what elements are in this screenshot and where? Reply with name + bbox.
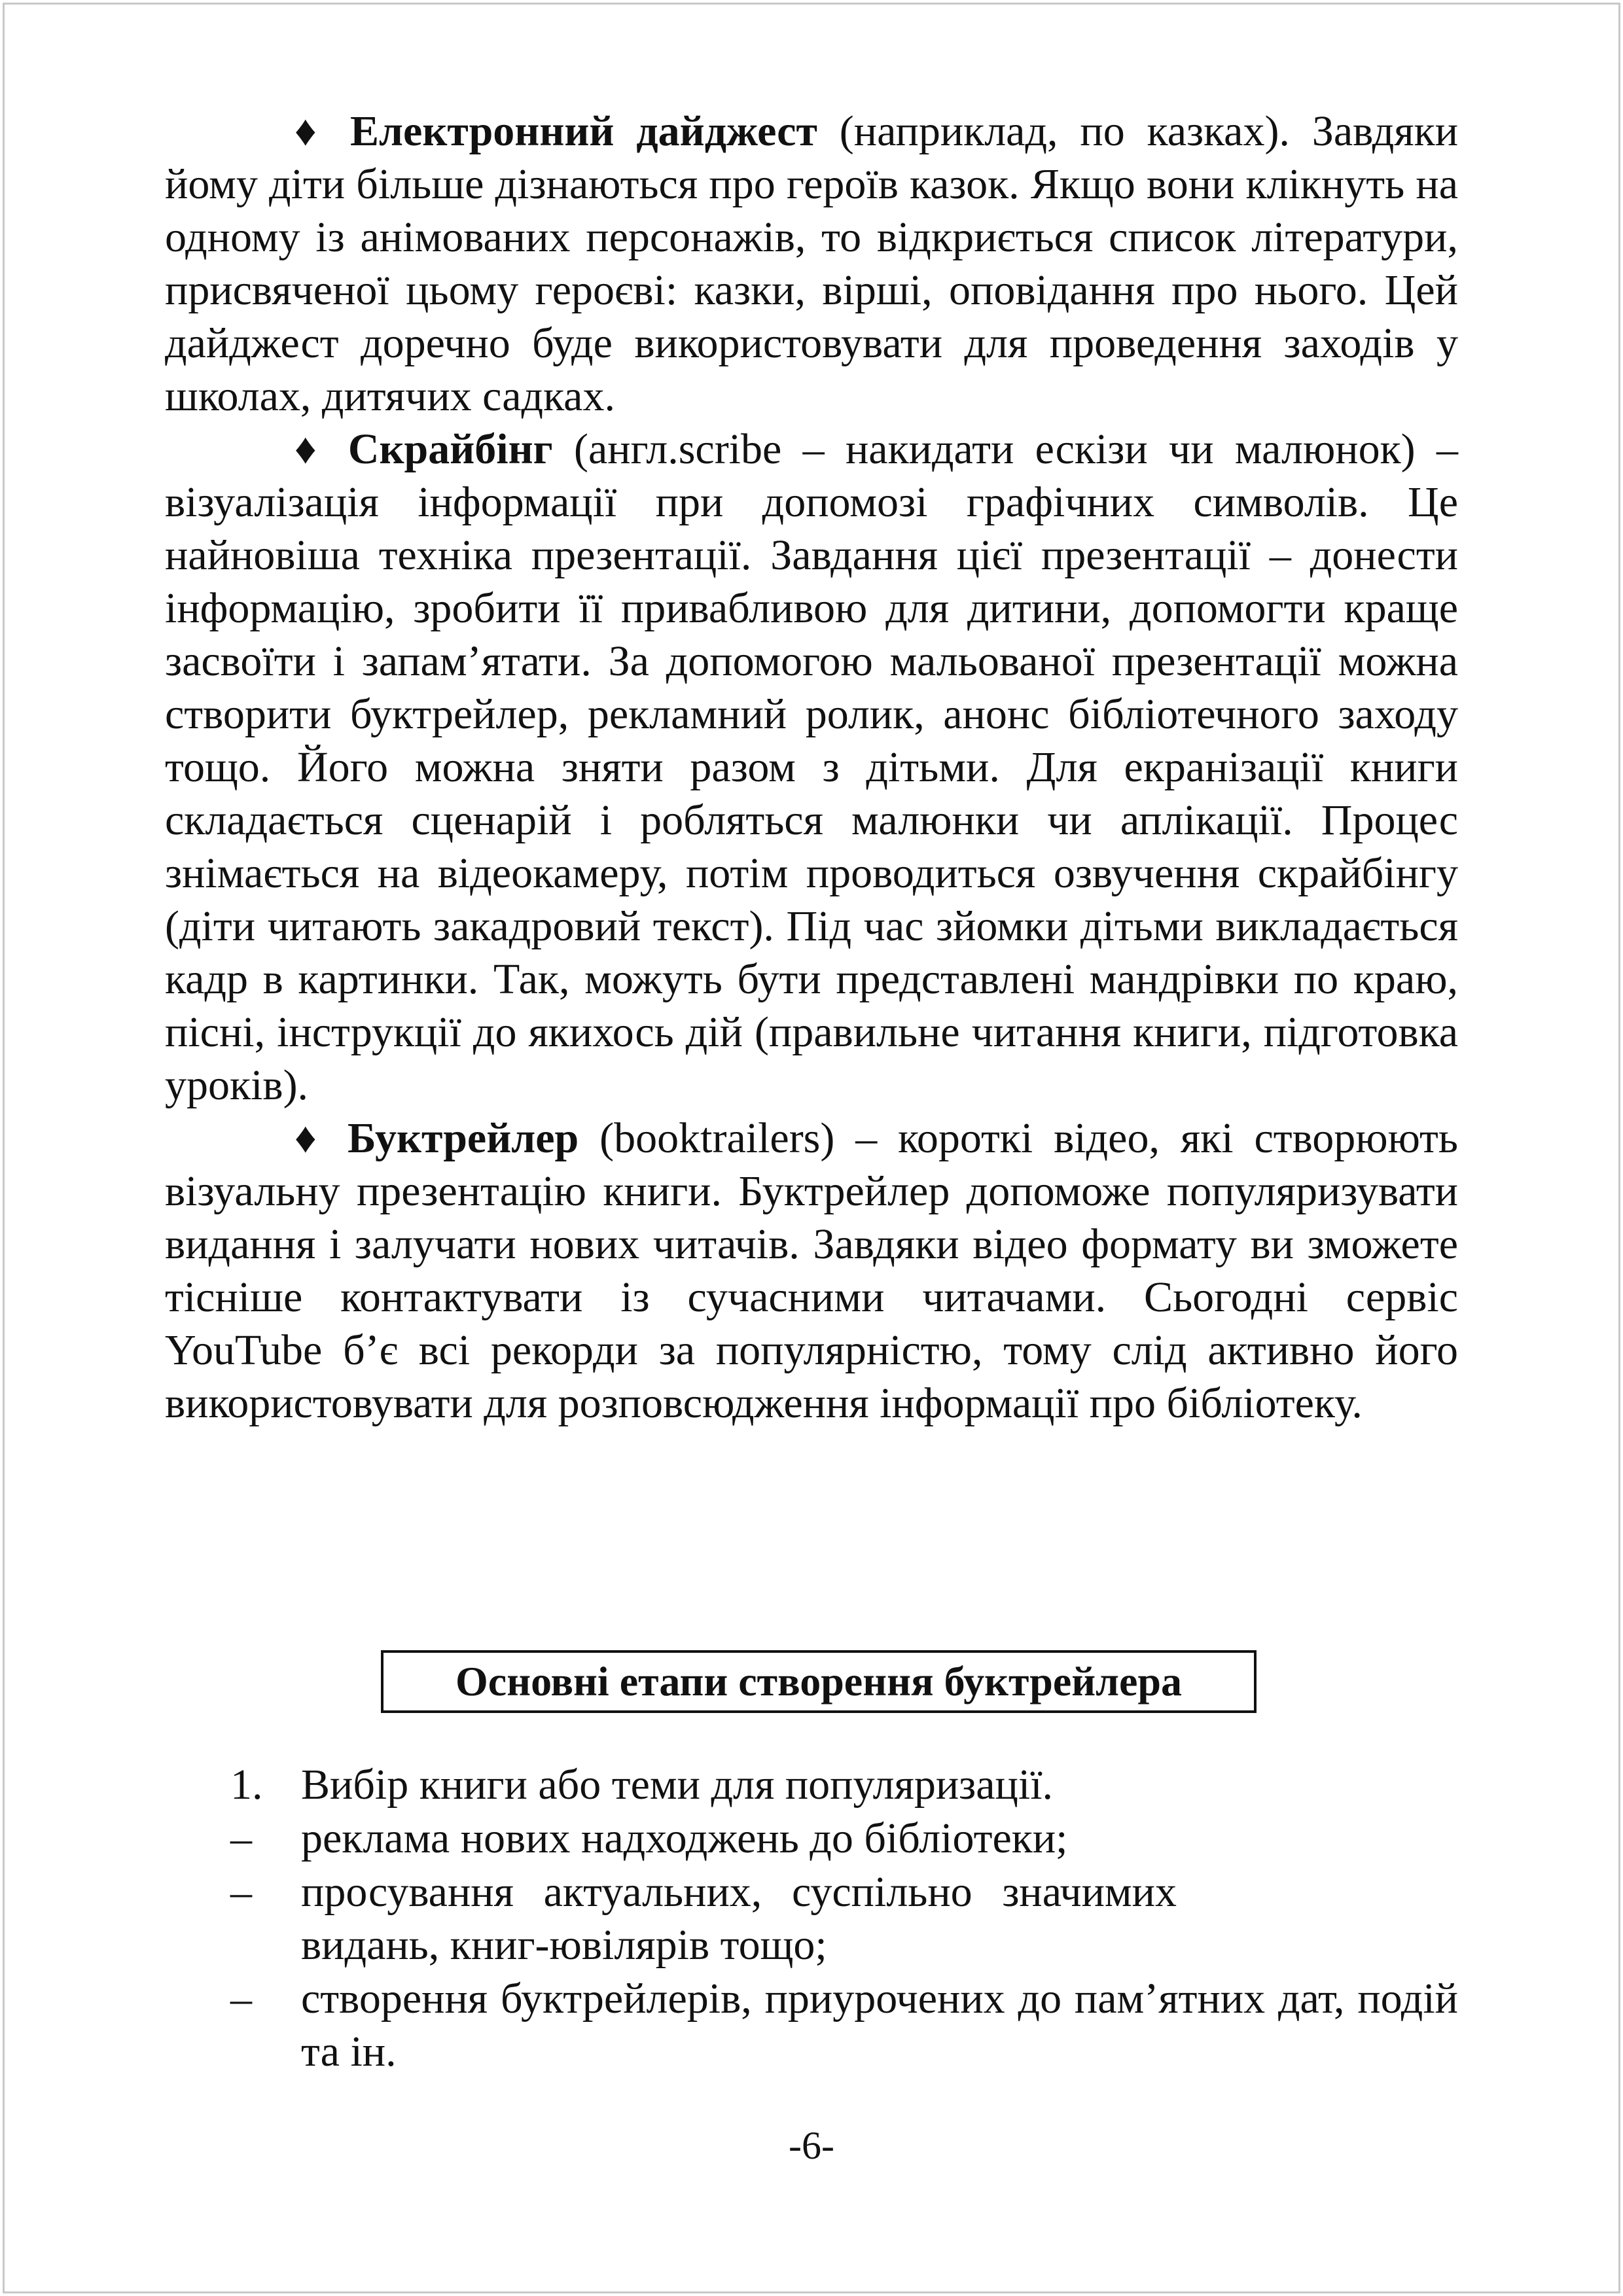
paragraph-booktrailer — [165, 1112, 1458, 1430]
steps-list — [165, 1758, 1458, 2078]
list-item — [165, 1758, 1458, 1811]
diamond-bullet-icon: ♦ — [294, 107, 329, 155]
list-marker: – — [230, 1868, 252, 1916]
list-marker: 1. — [230, 1761, 263, 1809]
list-marker: – — [230, 1975, 252, 2022]
paragraph-scribing — [165, 423, 1458, 1112]
paragraph-digest-text: (наприклад, по казках). Завдяки йому діти більше дізнаються про героїв казок. Якщо вони клікнуть на одному із анімованих персонажів, то відкриється список літератури, присвяченої цьому героєві: казки, вірші, оповідання про нього. Цей дайджест доречно буде використовувати для проведення заходів у школах, дитячих садках. — [165, 107, 1459, 420]
paragraph-digest — [165, 105, 1458, 423]
list-item — [165, 1812, 1458, 1865]
list-item — [165, 1972, 1458, 2078]
list-item-text: Вибір книги або теми для популяризації. — [301, 1761, 1054, 1809]
section-heading: Основні етапи створення буктрейлера — [381, 1650, 1257, 1713]
list-marker: – — [230, 1814, 252, 1862]
page-number: -6- — [789, 2124, 834, 2167]
diamond-bullet-icon: ♦ — [294, 425, 327, 473]
list-item — [165, 1865, 1458, 1971]
list-item-text: просування актуальних, суспільно значимих видань, книг-ювілярів тощо; — [301, 1868, 1177, 1969]
term-scribing: Скрайбінг — [348, 425, 553, 473]
diamond-bullet-icon: ♦ — [294, 1114, 327, 1162]
term-booktrailer: Буктрейлер — [347, 1114, 579, 1162]
paragraph-booktrailer-text: (booktrailers) – короткі відео, які створюють візуальну презентацію книги. Буктрейлер допоможе популяризувати видання і залучати нових читачів. Завдяки відео формату ви зможете тісніше контактувати із сучасними читачами. Сьогодні сервіс YouTube б’є всі рекорди за популярністю, тому слід активно його використовувати для розповсюдження інформації про бібліотеку. — [165, 1114, 1458, 1427]
list-item-text: реклама нових надходжень до бібліотеки; — [301, 1814, 1068, 1862]
term-digest: Електронний дайджест — [349, 107, 817, 155]
list-item-text: створення буктрейлерів, приурочених до пам’ятних дат, подій та ін. — [301, 1975, 1458, 2075]
main-text — [165, 105, 1458, 1430]
paragraph-scribing-text: (англ.scribe – накидати ескізи чи малюнок) – візуалізація інформації при допомозі графічних символів. Це найновіша техніка презентації. Завдання цієї презентації – донести інформацію, зробити її привабливою для дитини, допомогти краще засвоїти і запам’ятати. За допомогою мальованої презентації можна створити буктрейлер, рекламний ролик, анонс бібліотечного заходу тощо. Його можна зняти разом з дітьми. Для екранізації книги складається сценарій і робляться малюнки чи аплікації. Процес знімається на відеокамеру, потім проводиться озвучення скрайбінгу (діти читають закадровий текст). Під час зйомки дітьми викладається кадр в картинки. Так, можуть бути представлені мандрівки по краю, пісні, інструкції до якихось дій (правильне читання книги, підготовка уроків). — [165, 425, 1458, 1109]
